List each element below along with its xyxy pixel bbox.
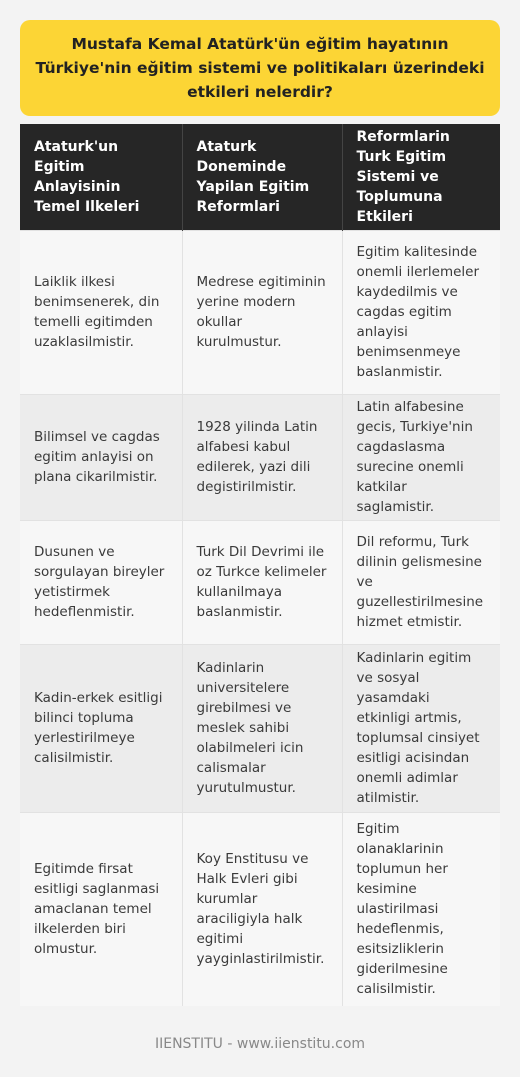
table-row xyxy=(20,230,500,394)
title-banner xyxy=(20,20,500,116)
column-header: Reformlarin Turk Egitim Sistemi ve Toplumuna Etkileri xyxy=(342,124,500,230)
table-row xyxy=(20,520,500,644)
table-cell: Koy Enstitusu ve Halk Evleri gibi kurumlar araciligiyla halk egitimi yayginlastirilmistir. xyxy=(182,812,342,1006)
table-cell: Dusunen ve sorgulayan bireyler yetistirmek hedeflenmistir. xyxy=(20,520,182,644)
footer-credit: IIENSTITU - www.iienstitu.com xyxy=(154,1036,366,1052)
table-row xyxy=(20,394,500,520)
column-header: Ataturk Doneminde Yapilan Egitim Reformlari xyxy=(182,124,342,230)
table-cell: Dil reformu, Turk dilinin gelismesine ve guzellestirilmesine hizmet etmistir. xyxy=(342,520,500,644)
table-cell: Kadin-erkek esitligi bilinci topluma yerlestirilmeye calisilmistir. xyxy=(20,644,182,812)
comparison-table xyxy=(20,124,500,1006)
column-header: Ataturk'un Egitim Anlayisinin Temel Ilkeleri xyxy=(20,124,182,230)
page-title: Mustafa Kemal Atatürk'ün eğitim hayatının Türkiye'nin eğitim sistemi ve politikaları üzerindeki etkileri nelerdir? xyxy=(35,35,485,101)
table-row xyxy=(20,644,500,812)
table-cell: Turk Dil Devrimi ile oz Turkce kelimeler kullanilmaya baslanmistir. xyxy=(182,520,342,644)
table-cell: Laiklik ilkesi benimsenerek, din temelli egitimden uzaklasilmistir. xyxy=(20,230,182,394)
table-cell: Latin alfabesine gecis, Turkiye'nin cagdaslasma surecine onemli katkilar saglamistir. xyxy=(342,394,500,520)
table-cell: Medrese egitiminin yerine modern okullar kurulmustur. xyxy=(182,230,342,394)
table-cell: 1928 yilinda Latin alfabesi kabul edilerek, yazi dili degistirilmistir. xyxy=(182,394,342,520)
table-cell: Bilimsel ve cagdas egitim anlayisi on plana cikarilmistir. xyxy=(20,394,182,520)
table-row xyxy=(20,812,500,1006)
table-cell: Egitim olanaklarinin toplumun her kesimine ulastirilmasi hedeflenmis, esitsizliklerin giderilmesine calisilmistir. xyxy=(342,812,500,1006)
table-cell: Egitimde firsat esitligi saglanmasi amaclanan temel ilkelerden biri olmustur. xyxy=(20,812,182,1006)
table-cell: Egitim kalitesinde onemli ilerlemeler kaydedilmis ve cagdas egitim anlayisi benimsenmeye baslanmistir. xyxy=(342,230,500,394)
table-header-row xyxy=(20,124,500,230)
table-cell: Kadinlarin universitelere girebilmesi ve meslek sahibi olabilmeleri icin calismalar yurutulmustur. xyxy=(182,644,342,812)
table-cell: Kadinlarin egitim ve sosyal yasamdaki etkinligi artmis, toplumsal cinsiyet esitligi acisindan onemli adimlar atilmistir. xyxy=(342,644,500,812)
